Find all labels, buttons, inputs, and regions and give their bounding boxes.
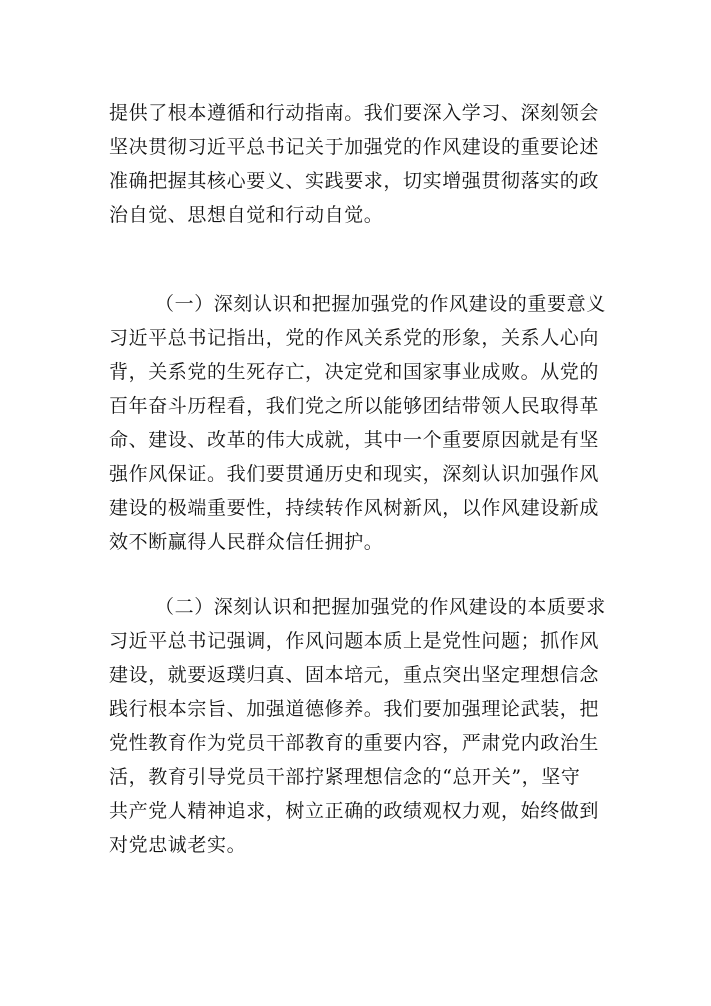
paragraph-intro <box>109 96 609 232</box>
text-line: 共产党人精神追求，树立正确的政绩观权力观，始终做到 <box>109 800 600 822</box>
text-line: 效不断赢得人民群众信任拥护。 <box>109 531 384 553</box>
text-line: 践行根本宗旨、加强道德修养。我们要加强理论武装，把 <box>109 698 600 720</box>
text-line: 命、建设、改革的伟大成就，其中一个重要原因就是有坚 <box>109 429 600 451</box>
text-line: 提供了根本遵循和行动指南。我们要深入学习、深刻领会 <box>109 102 600 124</box>
text-line: 习近平总书记指出，党的作风关系党的形象，关系人心向 <box>109 327 600 349</box>
section-heading-one: （一）深刻认识和把握加强党的作风建设的重要意义 <box>155 293 606 315</box>
text-line: 强作风保证。我们要贯通历史和现实，深刻认识加强作风 <box>109 463 600 485</box>
text-line: 准确把握其核心要义、实践要求，切实增强贯彻落实的政 <box>109 170 600 192</box>
text-line: 治自觉、思想自觉和行动自觉。 <box>109 204 384 226</box>
text-line: 建设，就要返璞归真、固本培元，重点突出坚定理想信念 <box>109 664 600 686</box>
text-line: 党性教育作为党员干部教育的重要内容，严肃党内政治生 <box>109 732 600 754</box>
text-line: 对党忠诚老实。 <box>109 834 247 856</box>
text-line: 坚决贯彻习近平总书记关于加强党的作风建设的重要论述 <box>109 136 600 158</box>
section-heading-two: （二）深刻认识和把握加强党的作风建设的本质要求 <box>155 596 606 618</box>
paragraph-section-two <box>109 590 609 862</box>
text-line: 习近平总书记强调，作风问题本质上是党性问题；抓作风 <box>109 630 600 652</box>
text-line: 建设的极端重要性，持续转作风树新风，以作风建设新成 <box>109 497 600 519</box>
paragraph-section-one <box>109 287 609 559</box>
text-line: 百年奋斗历程看，我们党之所以能够团结带领人民取得革 <box>109 395 600 417</box>
text-line: 背，关系党的生死存亡，决定党和国家事业成败。从党的 <box>109 361 600 383</box>
text-line: 活，教育引导党员干部拧紧理想信念的“总开关”，坚守 <box>109 766 581 788</box>
